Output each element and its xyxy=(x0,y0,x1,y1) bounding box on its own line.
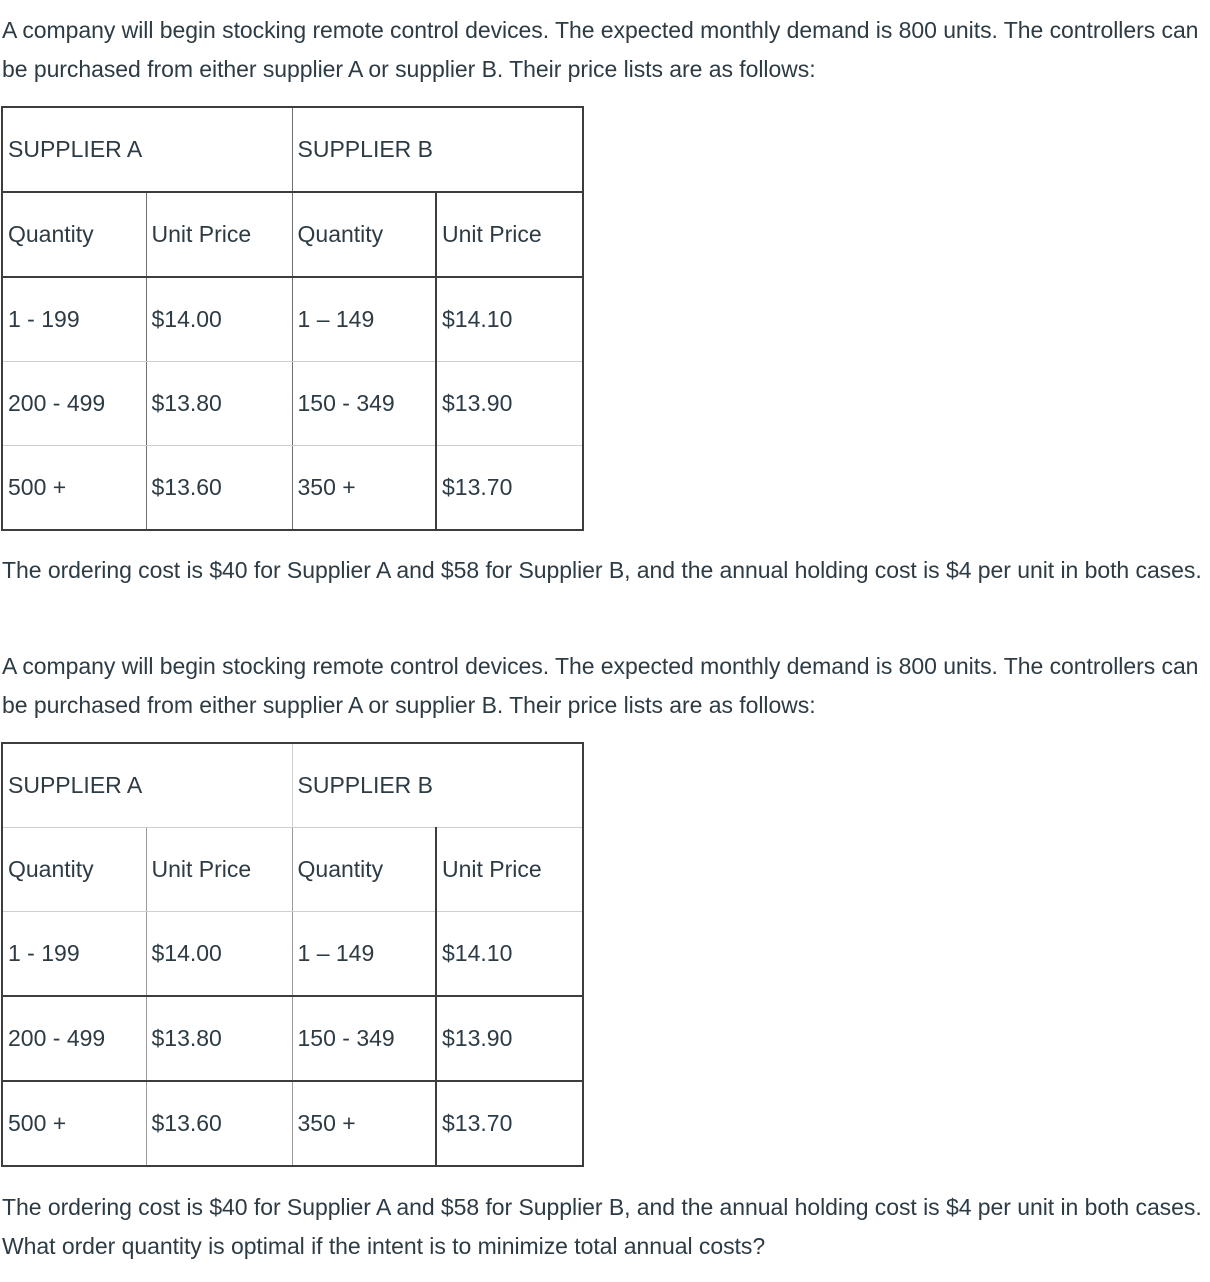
table-column-row xyxy=(2,192,583,277)
price-table xyxy=(1,742,584,1167)
quantity-a-cell: 1 - 199 xyxy=(2,912,146,997)
quantity-a-cell: 1 - 199 xyxy=(2,277,146,362)
quantity-b-cell: 350 + xyxy=(292,1081,436,1166)
unit-price-a-cell: $14.00 xyxy=(146,912,292,997)
unit-price-b-header: Unit Price xyxy=(436,828,583,912)
table-row xyxy=(2,362,583,446)
quantity-b-cell: 150 - 349 xyxy=(292,996,436,1081)
unit-price-b-cell: $13.70 xyxy=(436,1081,583,1166)
unit-price-a-cell: $13.60 xyxy=(146,446,292,531)
quantity-a-cell: 500 + xyxy=(8,474,67,500)
unit-price-b-cell: $14.10 xyxy=(436,912,583,997)
unit-price-b-header: Unit Price xyxy=(436,192,583,277)
unit-price-a-cell: $13.80 xyxy=(146,996,292,1081)
unit-price-a-cell: $14.00 xyxy=(146,277,292,362)
unit-price-a-header: Unit Price xyxy=(146,828,292,912)
problem-intro: A company will begin stocking remote control devices. The expected monthly demand is 800 units. The controllers can be purchased from either supplier A or supplier B. Their price lists are as follows: xyxy=(2,17,1199,82)
supplier-a-header: SUPPLIER A xyxy=(2,107,292,192)
problem-costs: The ordering cost is $40 for Supplier A and $58 for Supplier B, and the annual holding cost is $4 per unit in both cases. xyxy=(2,557,1202,583)
table-header-row xyxy=(2,743,583,828)
table-row xyxy=(2,912,583,997)
table-row xyxy=(2,1081,583,1166)
table-row xyxy=(2,996,583,1081)
problem-intro: A company will begin stocking remote control devices. The expected monthly demand is 800 units. The controllers can be purchased from either supplier A or supplier B. Their price lists are as follows: xyxy=(2,653,1199,718)
quantity-a-header: Quantity xyxy=(2,828,146,912)
table-column-row xyxy=(2,828,583,912)
unit-price-b-cell: $13.90 xyxy=(436,996,583,1081)
supplier-a-header: SUPPLIER A xyxy=(2,743,292,828)
unit-price-a-cell: $13.80 xyxy=(146,362,292,446)
quantity-b-cell: 1 – 149 xyxy=(292,277,436,362)
quantity-b-header: Quantity xyxy=(292,828,436,912)
supplier-b-header: SUPPLIER B xyxy=(292,743,583,828)
unit-price-b-cell: $13.90 xyxy=(436,362,583,446)
price-table xyxy=(1,106,584,531)
quantity-b-cell: 150 - 349 xyxy=(292,362,436,446)
quantity-a-cell: 500 + xyxy=(8,1110,67,1136)
quantity-a-cell: 200 - 499 xyxy=(2,362,146,446)
unit-price-b-cell: $13.70 xyxy=(436,446,583,531)
unit-price-a-cell: $13.60 xyxy=(146,1081,292,1166)
unit-price-a-header: Unit Price xyxy=(146,192,292,277)
quantity-b-header: Quantity xyxy=(292,192,436,277)
quantity-b-cell: 1 – 149 xyxy=(292,912,436,997)
unit-price-b-cell: $14.10 xyxy=(436,277,583,362)
problem-question: The ordering cost is $40 for Supplier A and $58 for Supplier B, and the annual holding cost is $4 per unit in both cases. What order quantity is optimal if the intent is to minimize total annual costs? xyxy=(2,1194,1202,1259)
table-header-row xyxy=(2,107,583,192)
table-row xyxy=(2,277,583,362)
supplier-b-header: SUPPLIER B xyxy=(292,107,583,192)
quantity-a-header: Quantity xyxy=(2,192,146,277)
table-row xyxy=(2,446,583,531)
quantity-b-cell: 350 + xyxy=(292,446,436,531)
quantity-a-cell: 200 - 499 xyxy=(2,996,146,1081)
